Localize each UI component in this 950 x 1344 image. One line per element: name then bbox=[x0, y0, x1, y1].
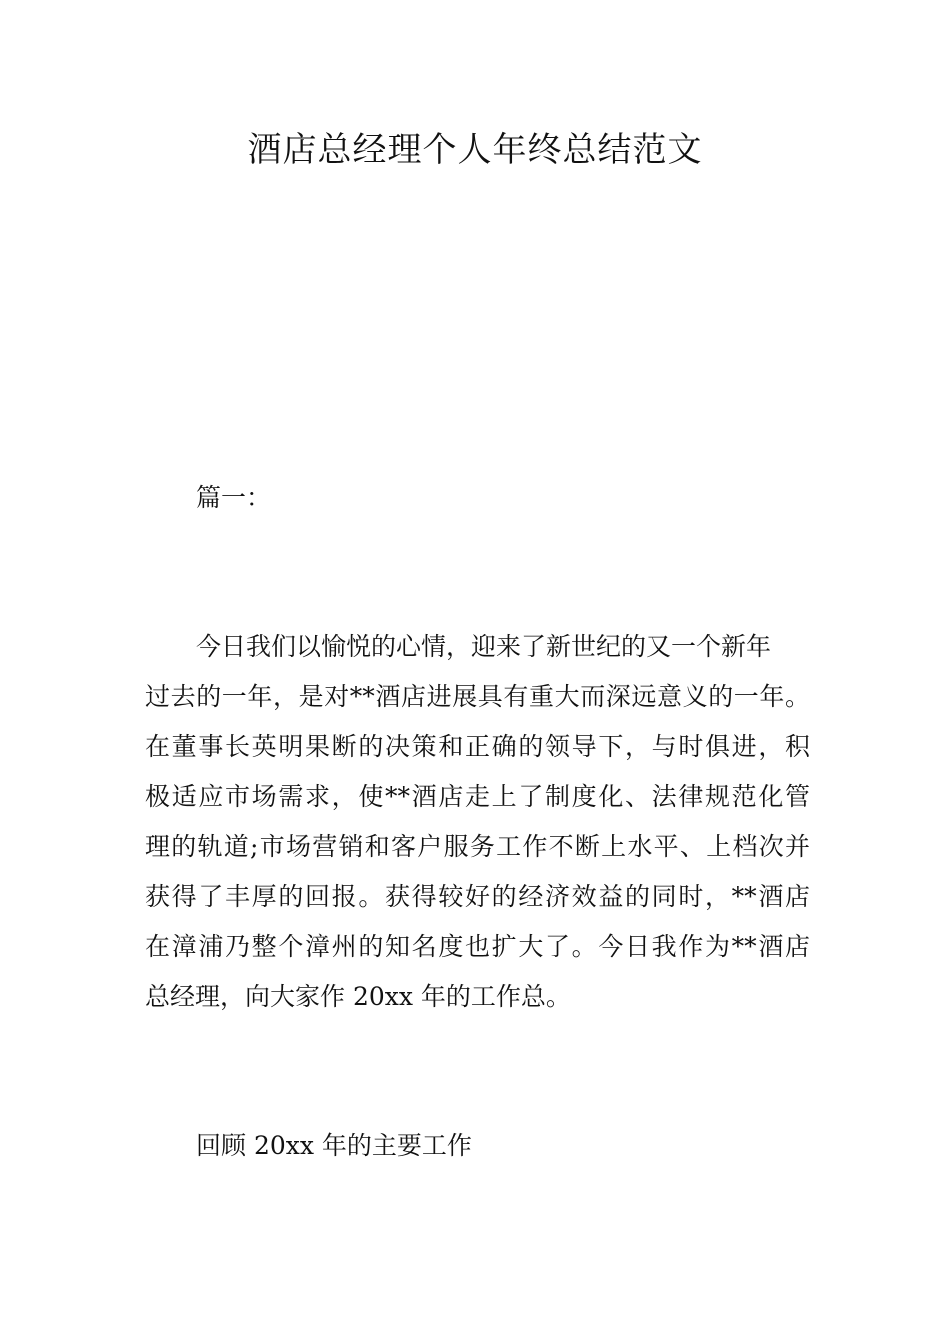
paragraph-line: 今日我们以愉悦的心情，迎来了新世纪的又一个新年 bbox=[196, 632, 772, 661]
paragraph-line: 获得了丰厚的回报。获得较好的经济效益的同时，**酒店 bbox=[145, 882, 810, 911]
paragraph-line: 在漳浦乃整个漳州的知名度也扩大了。今日我作为**酒店 bbox=[145, 932, 810, 961]
paragraph-line: 在董事长英明果断的决策和正确的领导下，与时俱进，积 bbox=[145, 732, 810, 761]
subheading: 回顾 20xx 年的主要工作 bbox=[196, 1131, 472, 1160]
section-heading: 篇一： bbox=[196, 483, 272, 512]
paragraph-line: 总经理，向大家作 20xx 年的工作总。 bbox=[145, 982, 571, 1011]
document-title: 酒店总经理个人年终总结范文 bbox=[247, 130, 703, 170]
paragraph-line: 极适应市场需求，使**酒店走上了制度化、法律规范化管 bbox=[145, 782, 810, 811]
paragraph-line: 理的轨道;市场营销和客户服务工作不断上水平、上档次并 bbox=[145, 832, 810, 861]
paragraph-line: 过去的一年，是对**酒店进展具有重大而深远意义的一年。 bbox=[145, 682, 810, 711]
